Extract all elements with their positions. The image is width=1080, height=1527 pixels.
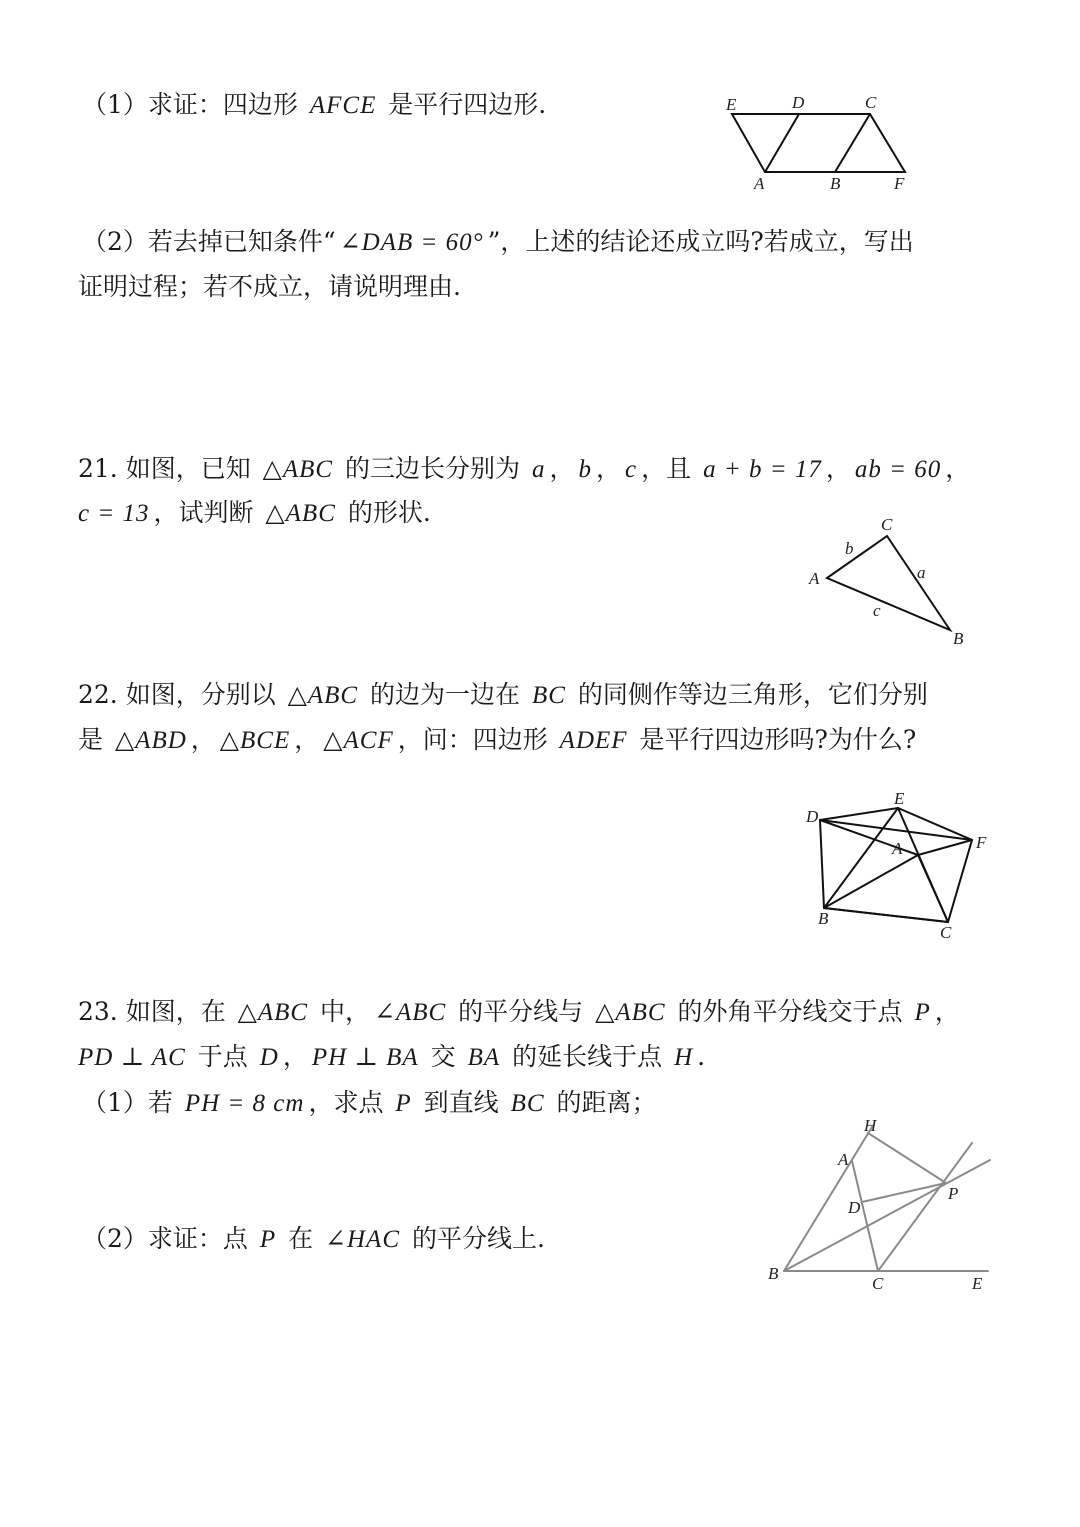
q22-math: △ABD [114,727,187,754]
q23-text: 的距离； [548,1088,657,1117]
q23-line2 [78,1044,705,1070]
q23-figure-bisectors [762,1115,1002,1300]
q21-text: ， [945,454,971,483]
q23-text: 到直线 [415,1088,507,1117]
q21-line1 [78,456,970,482]
q23-text: 的平分线上. [404,1224,545,1253]
q23-text: （1）若 [82,1088,181,1117]
q22-math: △ABC [287,682,359,709]
q21-math: c = 13 [78,500,150,527]
q22-text: ，问：四边形 [397,725,556,754]
q23-math: △ABC [595,999,666,1026]
q23-text: 交 [422,1042,464,1071]
q23-text: 的延长线于点 [504,1042,671,1071]
q20-part1-text-end: 是平行四边形. [380,90,547,119]
q22-math: △BCE [219,727,291,754]
q20-part2-line1 [82,229,914,255]
q23-math: PH ⊥ BA [311,1044,419,1071]
q23-label-P: P [948,1184,959,1203]
q23-math: P [914,999,931,1026]
q21-text: 的形状. [339,498,431,527]
q23-math: ∠ABC [374,999,447,1026]
q21-text: ， [549,454,575,483]
q21-text: ，且 [641,454,700,483]
q21-text: ， [596,454,622,483]
q20-part2-line2: 证明过程；若不成立，请说明理由. [78,272,461,301]
q23-math: D [259,1044,279,1071]
q23-text: 于点 [189,1042,256,1071]
q21-text: ，试判断 [153,498,262,527]
q23-line1 [78,999,960,1025]
q23-math: H [674,1044,694,1071]
q20-label-B: B [830,174,841,193]
q23-text: ， [934,997,960,1026]
q22-line2 [78,727,916,753]
q22-text: ， [190,725,216,754]
q21-line2 [78,500,431,526]
q22-text: 22. 如图，分别以 [78,680,284,709]
q22-text: 是平行四边形吗?为什么? [631,725,917,754]
q23-label-B: B [768,1264,779,1283]
q23-math: △ABC [237,999,309,1026]
q22-math: ADEF [559,727,628,754]
q20-part1 [82,92,546,118]
q21-label-B: B [953,629,964,648]
q21-label-c: c [873,601,881,620]
q21-math: b [578,456,593,483]
q22-label-E: E [894,789,905,808]
q21-figure-triangle [805,512,980,652]
q23-text: （2）求证：点 [82,1224,256,1253]
q23-text: 中， [312,997,371,1026]
q23-label-H: H [864,1116,877,1135]
q23-label-C: C [872,1274,884,1293]
q23-math: P [259,1226,277,1253]
q20-label-D: D [792,93,805,112]
q23-math: BC [510,1090,545,1117]
q22-label-B: B [818,909,829,928]
q22-math: BC [532,682,566,709]
q23-text: 的平分线与 [450,997,592,1026]
q22-text: 的同侧作等边三角形，它们分别 [569,680,928,709]
q21-text: 21. 如图，已知 [78,454,259,483]
q22-figure-equilateral [800,790,1000,945]
q23-label-A: A [838,1150,849,1169]
q23-math: PD ⊥ AC [78,1044,186,1071]
q21-label-A: A [809,569,820,588]
q21-math: a [532,456,546,483]
q21-label-a: a [917,563,926,582]
q23-math: P [395,1090,412,1117]
q21-text: ， [825,454,851,483]
q21-text: 的三边长分别为 [337,454,529,483]
q21-math: ab = 60 [854,456,942,483]
q22-math: △ACF [323,727,394,754]
q20-part2-text-end: ”，上述的结论还成立吗?若成立，写出 [487,227,914,256]
q22-text: 的边为一边在 [362,680,529,709]
q20-part2-math: ∠DAB = 60° [339,229,484,256]
q23-math: ∠HAC [325,1226,400,1253]
q23-math: PH = 8 cm [184,1090,305,1117]
q23-text: 在 [280,1224,322,1253]
q22-text: ， [294,725,320,754]
q20-label-E: E [726,95,737,114]
q23-part1 [82,1090,657,1116]
q21-math: c [625,456,638,483]
q20-figure-parallelograms [720,90,920,195]
q23-text: 的外角平分线交于点 [669,997,911,1026]
q22-label-D: D [806,807,819,826]
q22-label-A: A [892,839,903,858]
q20-label-A: A [754,174,765,193]
q21-math: a + b = 17 [703,456,822,483]
q22-label-F: F [976,833,987,852]
q21-label-b: b [845,539,854,558]
q23-math: BA [467,1044,501,1071]
q23-label-E: E [972,1274,983,1293]
q23-text: ，求点 [308,1088,392,1117]
q21-math: △ABC [265,500,336,527]
q23-text: . [697,1042,706,1071]
q22-label-C: C [940,923,952,942]
q20-part1-math: AFCE [309,92,377,119]
q23-label-D: D [848,1198,861,1217]
q23-text: ， [282,1042,308,1071]
q20-label-C: C [865,93,877,112]
q22-line1 [78,682,928,708]
q22-text: 是 [78,725,111,754]
q20-part2-text: （2）若去掉已知条件“ [82,227,336,256]
q23-text: 23. 如图，在 [78,997,234,1026]
q21-math: △ABC [262,456,334,483]
q21-label-C: C [881,515,893,534]
q20-part1-text: （1）求证：四边形 [82,90,306,119]
q20-label-F: F [894,174,905,193]
q23-part2 [82,1226,545,1252]
